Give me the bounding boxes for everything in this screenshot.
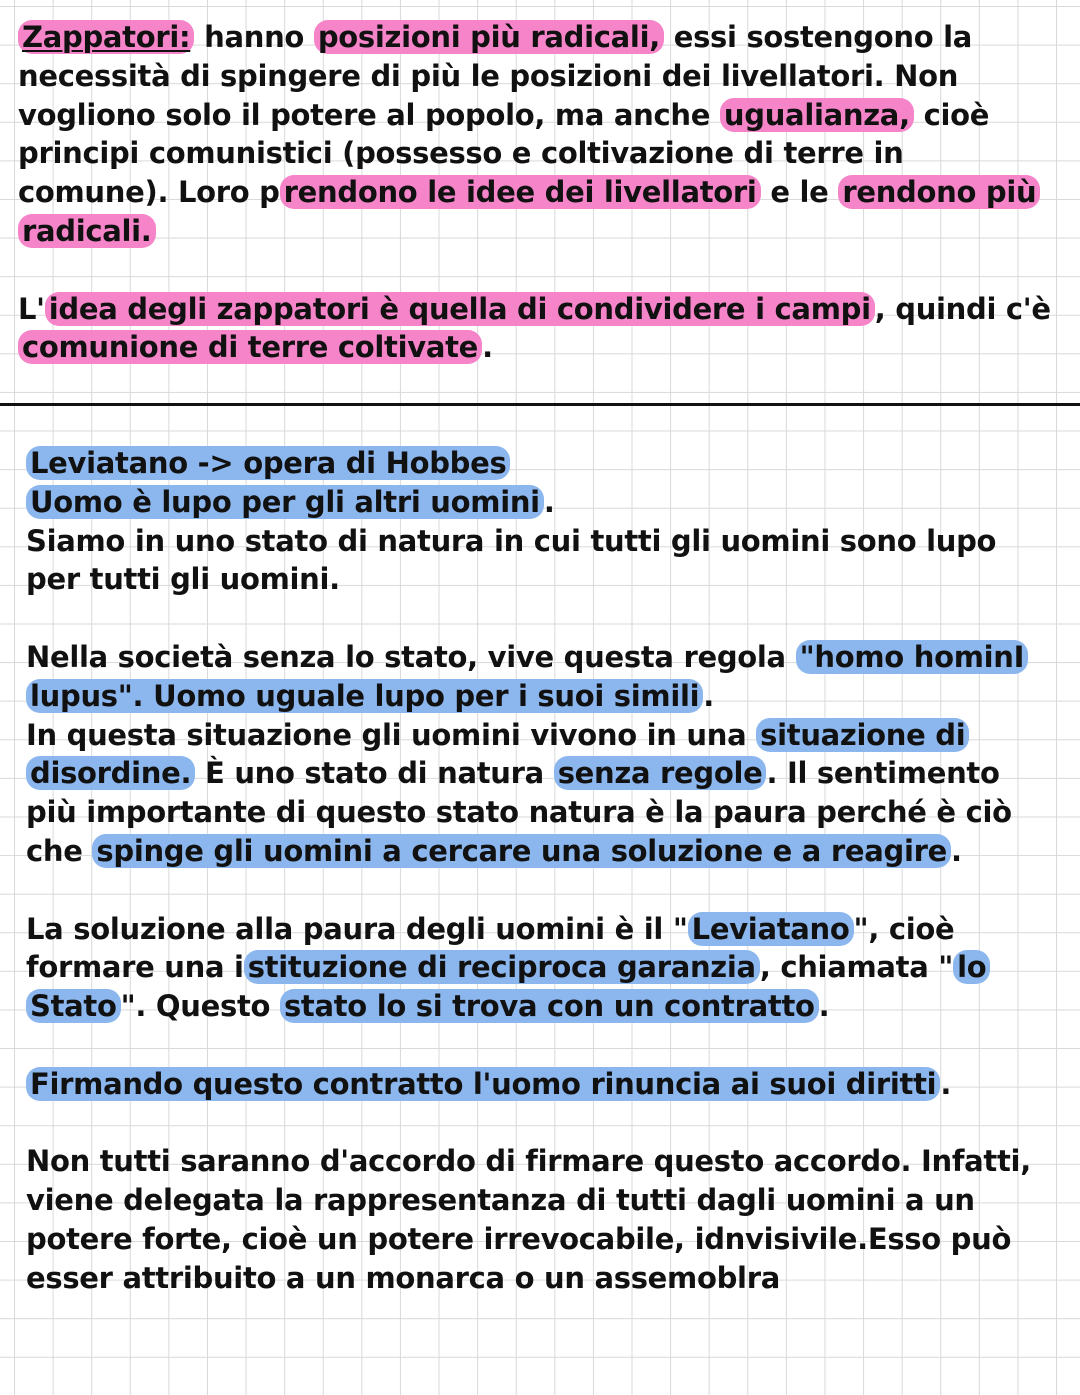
text-segment: ". Questo <box>120 989 280 1024</box>
highlight-firmando: Firmando questo contratto l'uomo rinuncia ai suoi diritti <box>26 1067 940 1101</box>
paragraph-leviatano-intro <box>26 444 1058 599</box>
text-segment: hanno <box>194 20 314 54</box>
highlight-posizioni: posizioni più radicali, <box>314 20 664 54</box>
paragraph-accordo <box>26 1142 1058 1297</box>
paragraph-gap <box>18 251 1058 290</box>
highlight-ugualianza: ugualianza, <box>720 98 914 132</box>
paragraph-soluzione <box>26 910 1058 1026</box>
text-segment: . <box>950 833 962 868</box>
highlight-leviatano: Leviatano <box>688 912 854 946</box>
text-segment: . Il sentimento più importante di questo stato natura è la paura perché è ciò che <box>26 756 1012 868</box>
highlight-lo-stato: lo Stato <box>26 950 990 1023</box>
text-segment: essi sostengono la necessità di spingere di più le posizioni dei livellatori. Non vogliono solo il potere al popolo, ma anche <box>18 20 973 132</box>
highlight-idee-livellatori: rendono le idee dei livellatori <box>280 175 761 209</box>
highlight-homo-homini: "homo hominI lupus". Uomo uguale lupo per i suoi simili <box>26 640 1028 713</box>
text-segment: È uno stato di natura <box>195 756 554 791</box>
text-segment: . <box>543 484 555 519</box>
text-segment: cioè principi comunistici (possesso e coltivazione di terre in comune). Loro p <box>18 97 990 210</box>
text-segment: . <box>940 1066 952 1101</box>
text-segment: Nella società senza lo stato, vive questa regola <box>26 639 796 674</box>
highlight-radicali: rendono più radicali. <box>18 175 1040 248</box>
highlight-uomo-lupo: Uomo è lupo per gli altri uomini <box>26 485 544 519</box>
text-segment: , quindi c'è <box>874 291 1051 326</box>
highlight-condividere-campi: idea degli zappatori è quella di condividere i campi <box>45 292 875 326</box>
highlight-disordine: situazione di disordine. <box>26 718 969 791</box>
text-segment: Siamo in uno stato di natura in cui tutti gli uomini sono lupo per tutti gli uomini. <box>26 523 997 597</box>
text-segment: Non tutti saranno d'accordo di firmare questo accordo. Infatti, viene delegata la rappresentanza di tutti dagli uomini a un potere forte, cioè un potere irrevocabile, idnvisivile.Esso può esser attribuito a un monarca o un assemoblra <box>26 1144 1031 1295</box>
paragraph-idea-zappatori <box>18 290 1058 368</box>
section-divider <box>0 403 1080 406</box>
term-zappatori: Zappatori: <box>18 20 194 54</box>
text-segment: La soluzione alla paura degli uomini è il " <box>26 911 688 946</box>
paragraph-gap <box>26 599 1058 638</box>
highlight-leviatano-title: Leviatano -> opera di Hobbes <box>26 446 510 480</box>
text-segment: In questa situazione gli uomini vivono in una <box>26 717 757 752</box>
text-segment: . <box>703 678 714 713</box>
highlight-istituzione: stituzione di reciproca garanzia <box>244 950 760 984</box>
highlight-spinge-uomini: spinge gli uomini a cercare una soluzione e a reagire <box>92 834 951 868</box>
text-segment: e le <box>760 175 839 210</box>
highlight-senza-regole: senza regole <box>554 756 767 790</box>
section-zappatori <box>18 18 1058 367</box>
text-segment: . <box>482 330 493 365</box>
text-segment: . <box>818 989 830 1024</box>
paragraph-zappatori <box>18 18 1058 251</box>
text-segment: , chiamata " <box>759 950 954 985</box>
paragraph-gap <box>26 1026 1058 1065</box>
text-segment: L' <box>18 291 45 326</box>
text-segment: ", cioè formare una i <box>26 911 955 985</box>
highlight-comunione-terre: comunione di terre coltivate <box>18 330 482 364</box>
paragraph-gap <box>26 1104 1058 1143</box>
paragraph-firmando <box>26 1065 1058 1104</box>
highlight-contratto: stato lo si trova con un contratto <box>280 989 819 1023</box>
paragraph-gap <box>26 871 1058 910</box>
paragraph-homo-homini-lupus <box>26 638 1058 871</box>
section-leviatano <box>26 444 1058 1298</box>
